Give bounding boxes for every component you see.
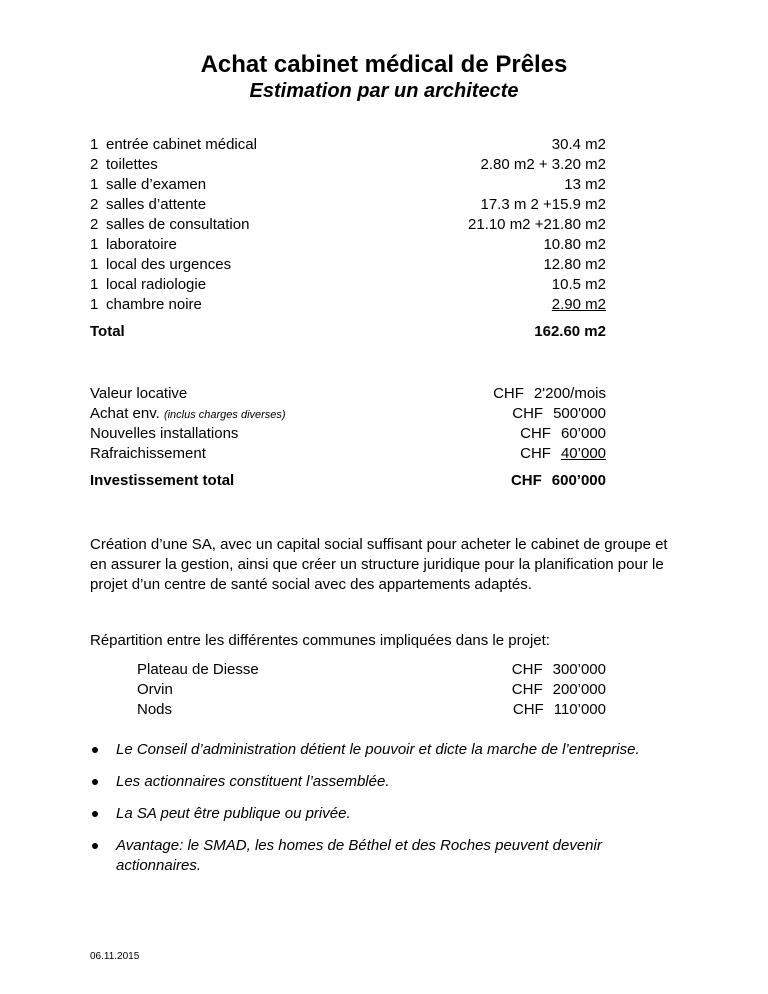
- room-name: entrée cabinet médical: [106, 136, 257, 153]
- commune-row: [137, 660, 606, 680]
- room-name: local radiologie: [106, 276, 207, 293]
- commune-amount: 110’000: [553, 701, 606, 718]
- room-name: salle d’examen: [106, 176, 207, 193]
- commune-amount: 200’000: [552, 681, 606, 698]
- room-name: salles d’attente: [106, 196, 207, 213]
- room-qty: 2: [90, 196, 99, 213]
- room-area: 17.3 m 2 +15.9 m2: [480, 196, 606, 213]
- room-qty: 2: [90, 156, 99, 173]
- room-row: [90, 235, 606, 255]
- room-row: [90, 215, 606, 235]
- cost-note: (inclus charges diverses): [163, 409, 286, 421]
- room-area: 10.5 m2: [551, 276, 606, 293]
- currency: CHF: [520, 445, 551, 462]
- cost-row-refresh: [90, 444, 606, 464]
- room-qty: 1: [90, 236, 99, 253]
- room-name: chambre noire: [106, 296, 202, 313]
- costs-list: [90, 384, 606, 464]
- cost-label: Valeur locative: [90, 385, 188, 402]
- bullet-item: [90, 740, 650, 760]
- room-row: [90, 155, 606, 175]
- room-name: toilettes: [106, 156, 158, 173]
- currency: CHF: [512, 701, 544, 718]
- room-row: [90, 175, 606, 195]
- bullet-text: Le Conseil d’administration détient le pouvoir et dicte la marche de l’entreprise.: [116, 741, 640, 758]
- investment-amount: 600’000: [551, 472, 606, 489]
- document-title: Achat cabinet médical de Prêles: [200, 51, 568, 78]
- room-qty: 1: [90, 136, 99, 153]
- room-row: [90, 295, 606, 315]
- bullet-list: [90, 740, 650, 888]
- currency: CHF: [511, 681, 543, 698]
- room-name: laboratoire: [106, 236, 177, 253]
- commune-row: [137, 680, 606, 700]
- sa-paragraph: Création d’une SA, avec un capital social suffisant pour acheter le cabinet de groupe et en assurer la gestion, ainsi que créer un structure juridique pour la planification pour le projet d’un centre de santé social avec des appartements adaptés.: [90, 536, 668, 593]
- split-intro: Répartition entre les différentes communes impliquées dans le projet:: [90, 632, 550, 649]
- room-row: [90, 275, 606, 295]
- room-row: [90, 135, 606, 155]
- total-row: [90, 322, 606, 342]
- cost-amount: 2'200/mois: [533, 385, 606, 402]
- room-area: 13 m2: [564, 176, 606, 193]
- cost-amount: 500'000: [553, 405, 606, 422]
- room-qty: 2: [90, 216, 99, 233]
- investment-row: [90, 471, 606, 491]
- room-qty: 1: [90, 276, 99, 293]
- room-area: 12.80 m2: [543, 256, 606, 273]
- bullet-text: Les actionnaires constituent l’assemblée.: [116, 773, 390, 790]
- cost-amount: 60’000: [560, 425, 606, 442]
- bullet-icon: [92, 747, 98, 753]
- bullet-text: La SA peut être publique ou privée.: [116, 805, 351, 822]
- currency: CHF: [493, 385, 524, 402]
- room-qty: 1: [90, 296, 99, 313]
- total-value: 162.60 m2: [534, 323, 606, 340]
- room-area: 2.80 m2 + 3.20 m2: [480, 156, 606, 173]
- room-name: local des urgences: [106, 256, 232, 273]
- total-label: Total: [90, 323, 125, 340]
- cost-label: Rafraichissement: [90, 445, 206, 462]
- cost-amount: 40’000: [560, 445, 606, 462]
- room-area: 30.4 m2: [551, 136, 606, 153]
- bullet-item: [90, 772, 650, 792]
- footer-date: 06.11.2015: [90, 951, 140, 962]
- document-subtitle: Estimation par un architecte: [249, 80, 519, 102]
- currency: CHF: [511, 661, 543, 678]
- rooms-list: [90, 135, 606, 315]
- bullet-item: [90, 836, 650, 876]
- bullet-text: Avantage: le SMAD, les homes de Béthel et des Roches peuvent devenir actionnaires.: [116, 837, 602, 874]
- bullet-icon: [92, 843, 98, 849]
- cost-row-purchase: [90, 404, 606, 424]
- room-row: [90, 255, 606, 275]
- bullet-item: [90, 804, 650, 824]
- cost-row-installations: [90, 424, 606, 444]
- currency: CHF: [520, 425, 551, 442]
- bullet-icon: [92, 811, 98, 817]
- cost-label: Achat env.: [90, 405, 160, 422]
- cost-row-rent: [90, 384, 606, 404]
- commune-name: Nods: [137, 701, 173, 718]
- commune-row: [137, 700, 606, 720]
- room-qty: 1: [90, 176, 99, 193]
- currency: CHF: [510, 472, 542, 489]
- cost-label: Nouvelles installations: [90, 425, 239, 442]
- bullet-icon: [92, 779, 98, 785]
- room-row: [90, 195, 606, 215]
- room-name: salles de consultation: [106, 216, 250, 233]
- communes-list: [137, 660, 606, 720]
- room-qty: 1: [90, 256, 99, 273]
- room-area: 2.90 m2: [551, 296, 606, 313]
- commune-amount: 300’000: [552, 661, 606, 678]
- room-area: 10.80 m2: [543, 236, 606, 253]
- commune-name: Plateau de Diesse: [137, 661, 259, 678]
- room-area: 21.10 m2 +21.80 m2: [467, 216, 606, 233]
- currency: CHF: [512, 405, 544, 422]
- investment-label: Investissement total: [90, 472, 235, 489]
- commune-name: Orvin: [137, 681, 173, 698]
